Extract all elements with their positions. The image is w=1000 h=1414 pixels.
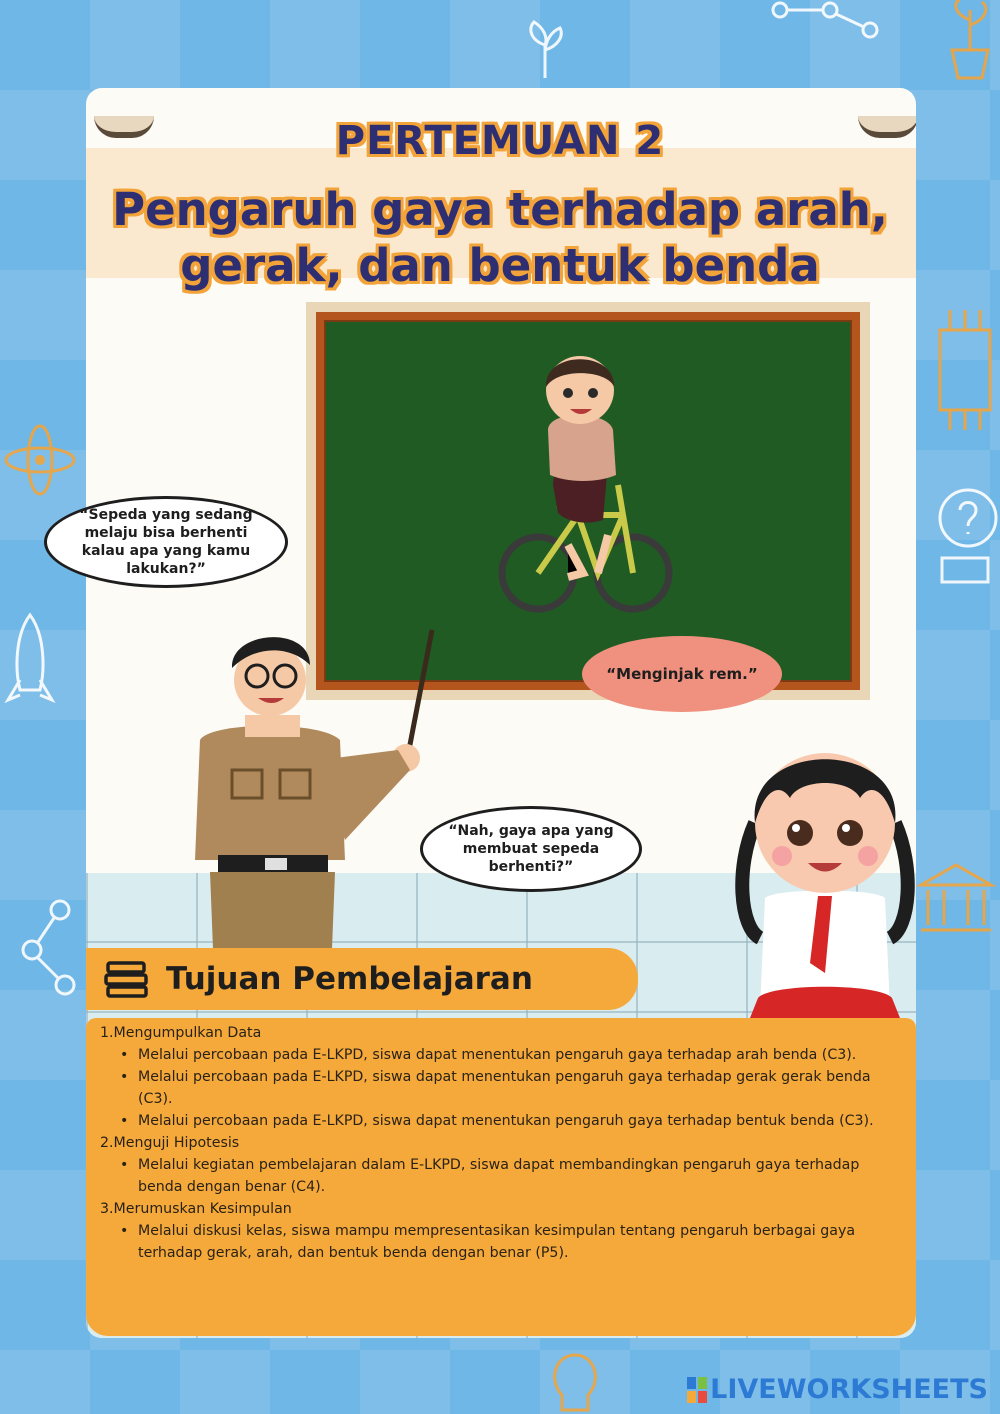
lightbulb-icon bbox=[540, 1350, 610, 1414]
rocket-icon bbox=[0, 610, 60, 720]
student-answer-bubble bbox=[582, 636, 782, 712]
objectives-panel bbox=[86, 1018, 916, 1336]
museum-icon bbox=[916, 860, 996, 940]
section-heading: 3.Merumuskan Kesimpulan bbox=[100, 1201, 292, 1217]
atom-icon bbox=[0, 420, 80, 500]
objective-list bbox=[100, 1220, 902, 1264]
section-heading: 1.Mengumpulkan Data bbox=[100, 1025, 262, 1041]
circuit-icon bbox=[920, 300, 1000, 440]
objectives-title: Tujuan Pembelajaran bbox=[166, 961, 533, 997]
brand-text: LIVEWORKSHEETS bbox=[710, 1374, 988, 1405]
plant-icon bbox=[520, 20, 570, 80]
books-icon bbox=[104, 959, 150, 999]
question-gear-icon bbox=[932, 478, 998, 588]
objective-section-1 bbox=[100, 1022, 902, 1132]
network-icon bbox=[20, 880, 86, 1000]
meeting-label: PERTEMUAN 2 bbox=[335, 118, 665, 164]
objective-item: • Melalui percobaan pada E-LKPD, siswa dapat menentukan pengaruh gaya terhadap bentuk benda (C3). bbox=[114, 1110, 902, 1132]
objective-item: • Melalui diskusi kelas, siswa mampu mempresentasikan kesimpulan tentang pengaruh berbagai gaya terhadap gerak, arah, dan bentuk benda dengan benar (P5). bbox=[114, 1220, 902, 1264]
objective-item: • Melalui percobaan pada E-LKPD, siswa dapat menentukan pengaruh gaya terhadap gerak gerak benda (C3). bbox=[114, 1066, 902, 1110]
objective-item: • Melalui percobaan pada E-LKPD, siswa dapat menentukan pengaruh gaya terhadap arah benda (C3). bbox=[114, 1044, 902, 1066]
student-girl-illustration bbox=[730, 728, 920, 1018]
student-answer-text: “Menginjak rem.” bbox=[606, 665, 758, 683]
objective-section-2 bbox=[100, 1132, 902, 1198]
molecule-icon bbox=[770, 0, 880, 60]
liveworksheets-logo-icon bbox=[686, 1376, 708, 1404]
teacher-followup-text: “Nah, gaya apa yang membuat sepeda berhenti?” bbox=[448, 823, 614, 875]
teacher-followup-bubble bbox=[420, 806, 642, 892]
page-title bbox=[80, 182, 920, 294]
liveworksheets-brand[interactable] bbox=[686, 1374, 988, 1405]
teacher-illustration bbox=[170, 610, 470, 1000]
teacher-question-bubble bbox=[44, 496, 288, 588]
objective-list bbox=[100, 1154, 902, 1198]
title-line-1: Pengaruh gaya terhadap arah, bbox=[112, 183, 888, 236]
title-line-2: gerak, dan bentuk benda bbox=[180, 239, 820, 292]
girl-cycling-illustration bbox=[498, 345, 673, 620]
objective-item: • Melalui kegiatan pembelajaran dalam E-LKPD, siswa dapat membandingkan pengaruh gaya terhadap benda dengan benar (C4). bbox=[114, 1154, 902, 1198]
teacher-question-text: “Sepeda yang sedang melaju bisa berhenti kalau apa yang kamu lakukan?” bbox=[79, 507, 253, 577]
plant-pot-icon bbox=[940, 0, 1000, 80]
objectives-header bbox=[86, 948, 638, 1010]
objective-section-3 bbox=[100, 1198, 902, 1264]
objective-list bbox=[100, 1044, 902, 1132]
section-heading: 2.Menguji Hipotesis bbox=[100, 1135, 240, 1151]
